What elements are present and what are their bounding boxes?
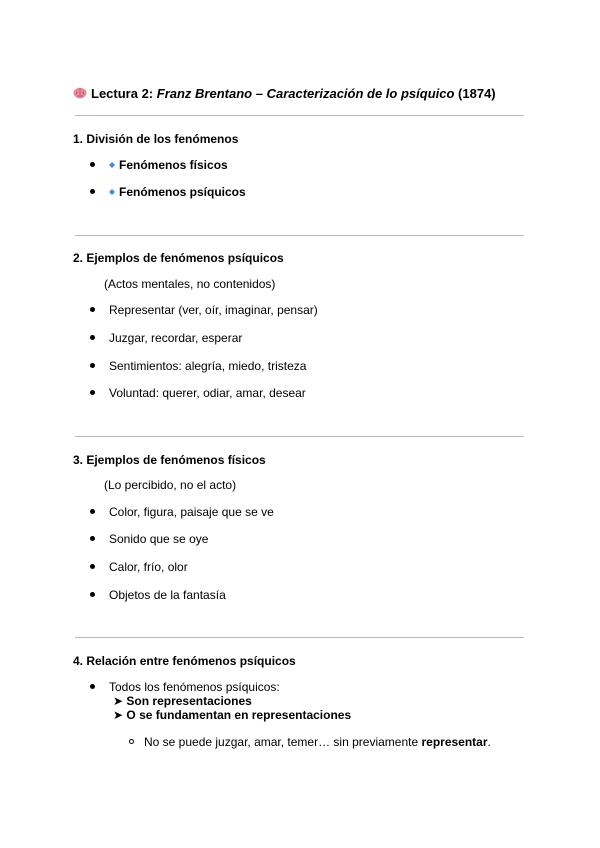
bullet-icon bbox=[90, 162, 95, 167]
bullet-icon bbox=[90, 335, 95, 340]
sub-item-end: . bbox=[487, 735, 491, 749]
list-item-text: Representar (ver, oír, imaginar, pensar) bbox=[109, 303, 318, 317]
section-note: (Actos mentales, no contenidos) bbox=[104, 277, 276, 291]
divider bbox=[75, 115, 524, 116]
divider bbox=[75, 235, 524, 236]
section-heading: 2. Ejemplos de fenómenos psíquicos bbox=[73, 251, 284, 265]
list-item bbox=[90, 560, 188, 574]
list-item bbox=[90, 505, 274, 519]
small-blue-diamond-icon bbox=[109, 189, 115, 195]
list-item-text: Sentimientos: alegría, miedo, tristeza bbox=[109, 359, 307, 373]
arrow-bullet-icon: ➤ bbox=[113, 708, 124, 722]
list-item bbox=[90, 331, 242, 345]
arrow-list-item bbox=[113, 694, 252, 708]
section-heading: 4. Relación entre fenómenos psíquicos bbox=[73, 654, 296, 668]
list-item bbox=[90, 158, 228, 172]
arrow-item-text: O se fundamentan en representaciones bbox=[126, 708, 352, 722]
bullet-icon bbox=[90, 189, 95, 194]
sub-item-text: No se puede juzgar, amar, temer… sin previamente bbox=[144, 735, 419, 749]
bullet-icon bbox=[90, 509, 95, 514]
bullet-icon bbox=[90, 592, 95, 597]
list-item-text: Calor, frío, olor bbox=[109, 560, 188, 574]
bullet-icon bbox=[90, 307, 95, 312]
list-item bbox=[90, 680, 280, 694]
title-year: (1874) bbox=[458, 86, 496, 101]
bullet-icon bbox=[90, 536, 95, 541]
list-item-text: Voluntad: querer, odiar, amar, desear bbox=[109, 386, 306, 400]
title-author: Franz Brentano bbox=[156, 86, 253, 101]
bullet-icon bbox=[90, 363, 95, 368]
bullet-icon bbox=[90, 684, 95, 689]
section-note: (Lo percibido, no el acto) bbox=[104, 478, 237, 492]
divider bbox=[75, 637, 524, 638]
list-item bbox=[90, 386, 306, 400]
list-item bbox=[90, 303, 318, 317]
list-item bbox=[90, 359, 306, 373]
list-item-text: Objetos de la fantasía bbox=[109, 588, 226, 602]
sub-list-item bbox=[129, 735, 491, 749]
bullet-icon bbox=[90, 390, 95, 395]
title-work: Caracterización de lo psíquico bbox=[266, 86, 455, 101]
small-blue-diamond-icon bbox=[109, 162, 115, 168]
list-item bbox=[90, 532, 208, 546]
list-item bbox=[90, 185, 246, 199]
brain-icon bbox=[73, 87, 87, 99]
arrow-list-item bbox=[113, 708, 351, 722]
page-title bbox=[73, 86, 496, 101]
list-item-text: Todos los fenómenos psíquicos: bbox=[109, 680, 280, 694]
list-item bbox=[90, 588, 226, 602]
title-dash: – bbox=[255, 86, 263, 101]
sub-item-bold: representar bbox=[421, 735, 488, 749]
arrow-bullet-icon: ➤ bbox=[113, 694, 124, 708]
arrow-item-text: Son representaciones bbox=[126, 694, 252, 708]
section-heading: 1. División de los fenómenos bbox=[73, 132, 239, 146]
title-prefix: Lectura 2: bbox=[91, 86, 154, 101]
section-heading: 3. Ejemplos de fenómenos físicos bbox=[73, 453, 266, 467]
list-item-text: Fenómenos físicos bbox=[119, 158, 228, 172]
list-item-text: Fenómenos psíquicos bbox=[119, 185, 246, 199]
list-item-text: Juzgar, recordar, esperar bbox=[109, 331, 243, 345]
list-item-text: Color, figura, paisaje que se ve bbox=[109, 505, 274, 519]
bullet-icon bbox=[90, 564, 95, 569]
divider bbox=[75, 436, 524, 437]
hollow-bullet-icon bbox=[129, 739, 134, 744]
list-item-text: Sonido que se oye bbox=[109, 532, 209, 546]
